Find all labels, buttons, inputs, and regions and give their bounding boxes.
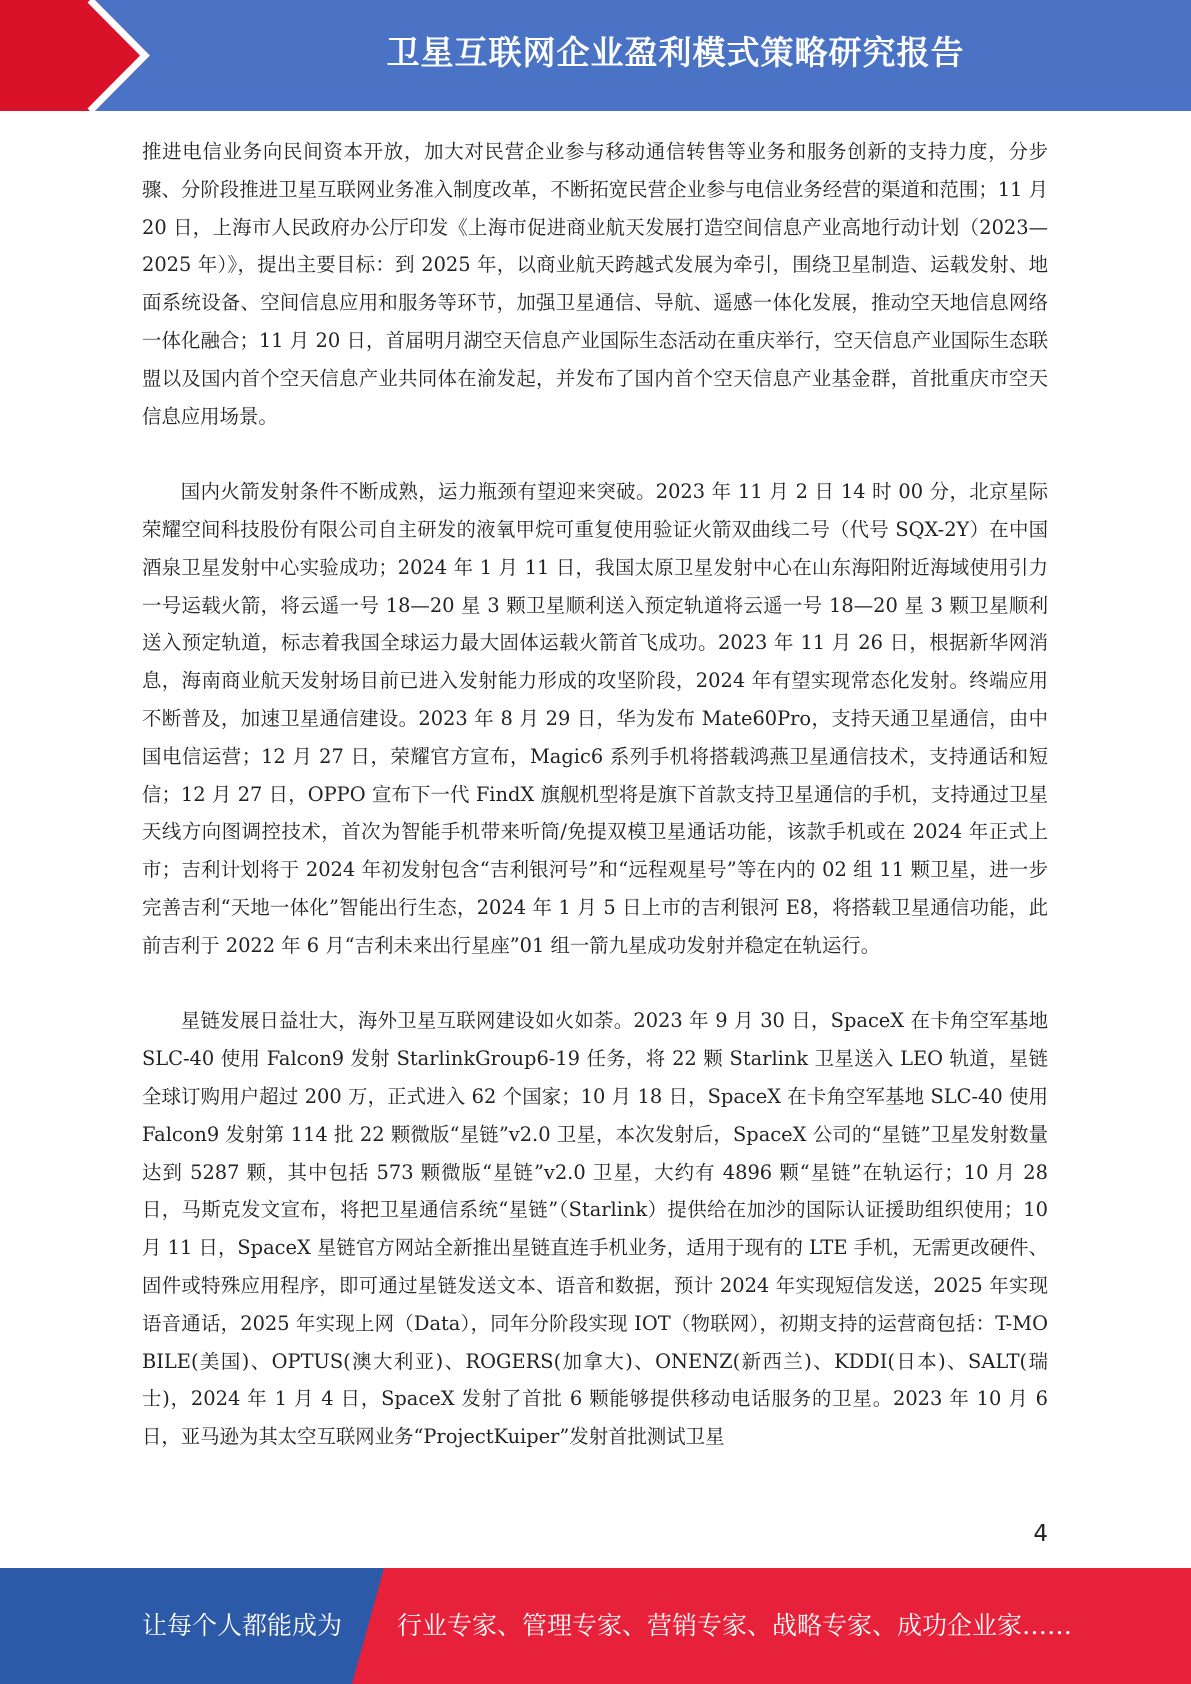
body-paragraph: 国内火箭发射条件不断成熟，运力瓶颈有望迎来突破。2023 年 11 月 2 日 14 时 00 分，北京星际荣耀空间科技股份有限公司自主研发的液氧甲烷可重复使用验证火箭双曲线二号（代号 SQX-2Y）在中国酒泉卫星发射中心实验成功；2024 年 1 月 11 日，我国太原卫星发射中心在山东海阳附近海域使用引力一号运载火箭，将云遥一号 18—20 星 3 颗卫星顺利送入预定轨道将云遥一号 18—20 星 3 颗卫星顺利送入预定轨道，标志着我国全球运力最大固体运载火箭首飞成功。2023 年 11 月 26 日，根据新华网消息，海南商业航天发射场目前已进入发射能力形成的攻坚阶段，2024 年有望实现常态化发射。终端应用不断普及，加速卫星通信建设。2023 年 8 月 29 日，华为发布 Mate60Pro，支持天通卫星通信，由中国电信运营；12 月 27 日，荣耀官方宣布，Magic6 系列手机将搭载鸿燕卫星通信技术，支持通话和短信；12 月 27 日，OPPO 宣布下一代 FindX 旗舰机型将是旗下首款支持卫星通信的手机，支持通过卫星天线方向图调控技术，首次为智能手机带来听筒/免提双模卫星通话功能，该款手机或在 2024 年正式上市；吉利计划将于 2024 年初发射包含“吉利银河号”和“远程观星号”等在内的 02 组 11 颗卫星，进一步完善吉利“天地一体化”智能出行生态，2024 年 1 月 5 日上市的吉利银河 E8，将搭载卫星通信功能，此前吉利于 2022 年 6 月“吉利未来出行星座”01 组一箭九星成功发射并稳定在轨运行。	[142, 480, 1048, 957]
page-number: 4	[1033, 1521, 1048, 1547]
footer-slogan-right: 行业专家、管理专家、营销专家、战略专家、成功企业家……	[397, 1611, 1073, 1640]
body-paragraph: 推进电信业务向民间资本开放，加大对民营企业参与移动通信转售等业务和服务创新的支持力度，分步骤、分阶段推进卫星互联网业务准入制度改革，不断拓宽民营企业参与电信业务经营的渠道和范围；11 月 20 日，上海市人民政府办公厅印发《上海市促进商业航天发展打造空间信息产业高地行动计划（2023—2025 年）》，提出主要目标：到 2025 年，以商业航天跨越式发展为牵引，围绕卫星制造、运载发射、地面系统设备、空间信息应用和服务等环节，加强卫星通信、导航、遥感一体化发展，推动空天地信息网络一体化融合；11 月 20 日，首届明月湖空天信息产业国际生态活动在重庆举行，空天信息产业国际生态联盟以及国内首个空天信息产业共同体在渝发起，并发布了国内首个空天信息产业基金群，首批重庆市空天信息应用场景。	[142, 140, 1048, 428]
body-paragraph: 星链发展日益壮大，海外卫星互联网建设如火如荼。2023 年 9 月 30 日，SpaceX 在卡角空军基地 SLC-40 使用 Falcon9 发射 StarlinkGroup6-19 任务，将 22 颗 Starlink 卫星送入 LEO 轨道，星链全球订购用户超过 200 万，正式进入 62 个国家；10 月 18 日，SpaceX 在卡角空军基地 SLC-40 使用 Falcon9 发射第 114 批 22 颗微版“星链”v2.0 卫星，本次发射后，SpaceX 公司的“星链”卫星发射数量达到 5287 颗，其中包括 573 颗微版“星链”v2.0 卫星，大约有 4896 颗“星链”在轨运行；10 月 28 日，马斯克发文宣布，将把卫星通信系统“星链”（Starlink）提供给在加沙的国际认证援助组织使用；10 月 11 日，SpaceX 星链官方网站全新推出星链直连手机业务，适用于现有的 LTE 手机，无需更改硬件、固件或特殊应用程序，即可通过星链发送文本、语音和数据，预计 2024 年实现短信发送，2025 年实现语音通话，2025 年实现上网（Data），同年分阶段实现 IOT（物联网），初期支持的运营商包括：T-MOBILE(美国)、OPTUS(澳大利亚)、ROGERS(加拿大)、ONENZ(新西兰)、KDDI(日本)、SALT(瑞士)，2024 年 1 月 4 日，SpaceX 发射了首批 6 颗能够提供移动电话服务的卫星。2023 年 10 月 6 日，亚马逊为其太空互联网业务“ProjectKuiper”发射首批测试卫星	[142, 1009, 1048, 1449]
report-title: 卫星互联网企业盈利模式策略研究报告	[386, 33, 965, 72]
page-header	[0, 0, 1191, 111]
document-body	[142, 133, 1048, 1456]
header-arrow-decoration	[0, 0, 160, 111]
footer-slogan-left: 让每个人都能成为	[142, 1611, 343, 1640]
page-footer	[0, 1568, 1191, 1684]
